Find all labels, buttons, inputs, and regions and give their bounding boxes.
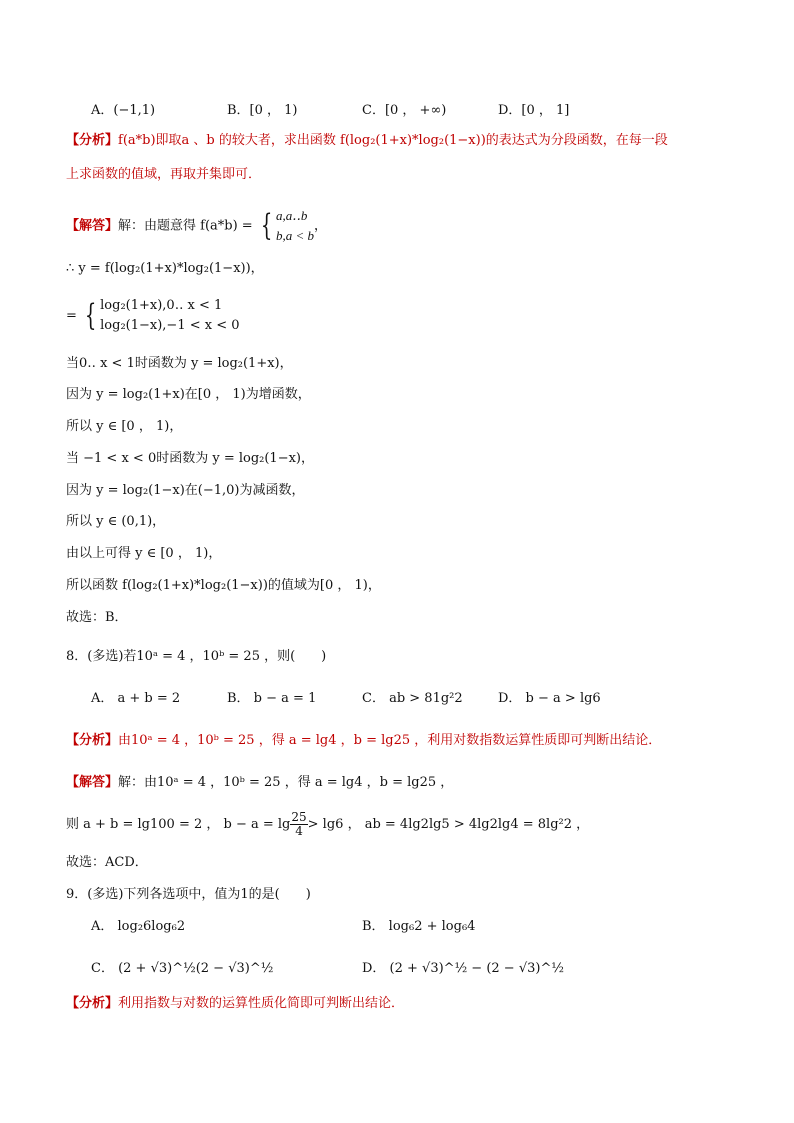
q8-option-d: D． b − a > lg6 (498, 691, 601, 706)
q7-cases (276, 206, 314, 246)
analysis-tag: 【分析】 (66, 996, 119, 1011)
q7-pieces (100, 296, 239, 336)
q7-solution-intro: 解：由题意得 f(a*b) = (118, 218, 253, 234)
q8-option-c: C． ab > 81g²2 (362, 691, 463, 706)
q9-option-b: B． log₆2 + log₆4 (362, 919, 476, 934)
q9-option-a: A． log₂6log₆2 (91, 919, 186, 934)
left-brace: { (84, 298, 97, 333)
fraction (290, 811, 307, 838)
solution-tag: 【解答】 (66, 218, 119, 234)
q7-line: 当 −1 < x < 0时函数为 y = log₂(1−x)， (66, 451, 315, 466)
q8-solution (66, 774, 453, 792)
q7-case-1: a,a‥b (275, 208, 308, 223)
q8-analysis-text: 由10ᵃ = 4 ，10ᵇ = 25 ，得 a = lg4 ，b = lg25 ，利用对数指数运算性质即可判断出结论． (118, 733, 662, 748)
q7-option-d: D．[0 ， 1] (498, 103, 570, 118)
q7-piece-1: log₂(1+x),0‥ x < 1 (100, 298, 223, 313)
left-brace: { (260, 208, 273, 243)
q9-option-c: C． (2 + √3)^½(2 − √3)^½ (91, 961, 274, 976)
q7-line: 因为 y = log₂(1−x)在(−1,0)为减函数， (66, 483, 305, 498)
q7-case-2: b,a < b (275, 228, 314, 243)
q7-analysis-text-1: f(a*b)即取a 、b 的较大者，求出函数 f(log₂(1+x)*log₂(1−x))的表达式为分段函数，在每一段 (118, 133, 668, 148)
q7-answer: 故选：B． (66, 610, 128, 625)
q7-line: 所以 y ∈ [0 ， 1)， (66, 419, 183, 434)
q8-derivation-post: > lg6 ， ab = 4lg2lg5 > 4lg2lg4 = 8lg²2 ， (307, 817, 590, 832)
q9-analysis (66, 995, 404, 1013)
q7-analysis-line-2: 上求函数的值域，再取并集即可． (66, 167, 262, 182)
q7-eq-sign: = (66, 308, 77, 324)
q8-derivation (66, 810, 589, 840)
q7-option-c: C．[0 ， +∞) (362, 103, 447, 118)
q8-analysis (66, 732, 661, 750)
q7-line: 由以上可得 y ∈ [0 ， 1)， (66, 546, 222, 561)
q8-solution-text: 解：由10ᵃ = 4 ，10ᵇ = 25 ，得 a = lg4 ，b = lg25 ， (118, 775, 454, 790)
q7-solution-y: ∴ y = f(log₂(1+x)*log₂(1−x))， (66, 261, 264, 276)
q7-solution-line-1 (66, 206, 327, 247)
q7-case-end: ， (313, 218, 327, 234)
q9-question: 9．(多选)下列各选项中，值为1的是( ) (66, 887, 311, 902)
q9-analysis-text: 利用指数与对数的运算性质化简即可判断出结论． (118, 996, 405, 1011)
q7-line: 当0‥ x < 1时函数为 y = log₂(1+x)， (66, 356, 293, 371)
fraction-denominator: 4 (295, 824, 303, 838)
q7-option-b: B．[0 ， 1) (227, 103, 298, 118)
q8-derivation-pre: 则 a + b = lg100 = 2 ， b − a = lg (66, 817, 291, 832)
q7-piecewise (66, 296, 240, 337)
q7-option-a: A．(−1,1) (91, 103, 156, 118)
q7-line: 所以函数 f(log₂(1+x)*log₂(1−x))的值域为[0 ， 1)， (66, 578, 381, 593)
q7-line: 因为 y = log₂(1+x)在[0 ， 1)为增函数， (66, 387, 311, 402)
q8-question: 8．(多选)若10ᵃ = 4 ，10ᵇ = 25 ，则( ) (66, 649, 327, 664)
solution-tag: 【解答】 (66, 775, 119, 790)
q8-answer: 故选：ACD． (66, 855, 148, 870)
q9-option-d: D． (2 + √3)^½ − (2 − √3)^½ (362, 961, 564, 976)
analysis-tag: 【分析】 (66, 133, 119, 148)
fraction-numerator: 25 (291, 810, 307, 824)
q7-analysis-line-1 (66, 132, 668, 150)
q7-line: 所以 y ∈ (0,1)， (66, 514, 166, 529)
q7-piece-2: log₂(1−x),−1 < x < 0 (100, 318, 240, 333)
analysis-tag: 【分析】 (66, 733, 119, 748)
q8-option-b: B． b − a = 1 (227, 691, 317, 706)
q8-option-a: A． a + b = 2 (91, 691, 181, 706)
